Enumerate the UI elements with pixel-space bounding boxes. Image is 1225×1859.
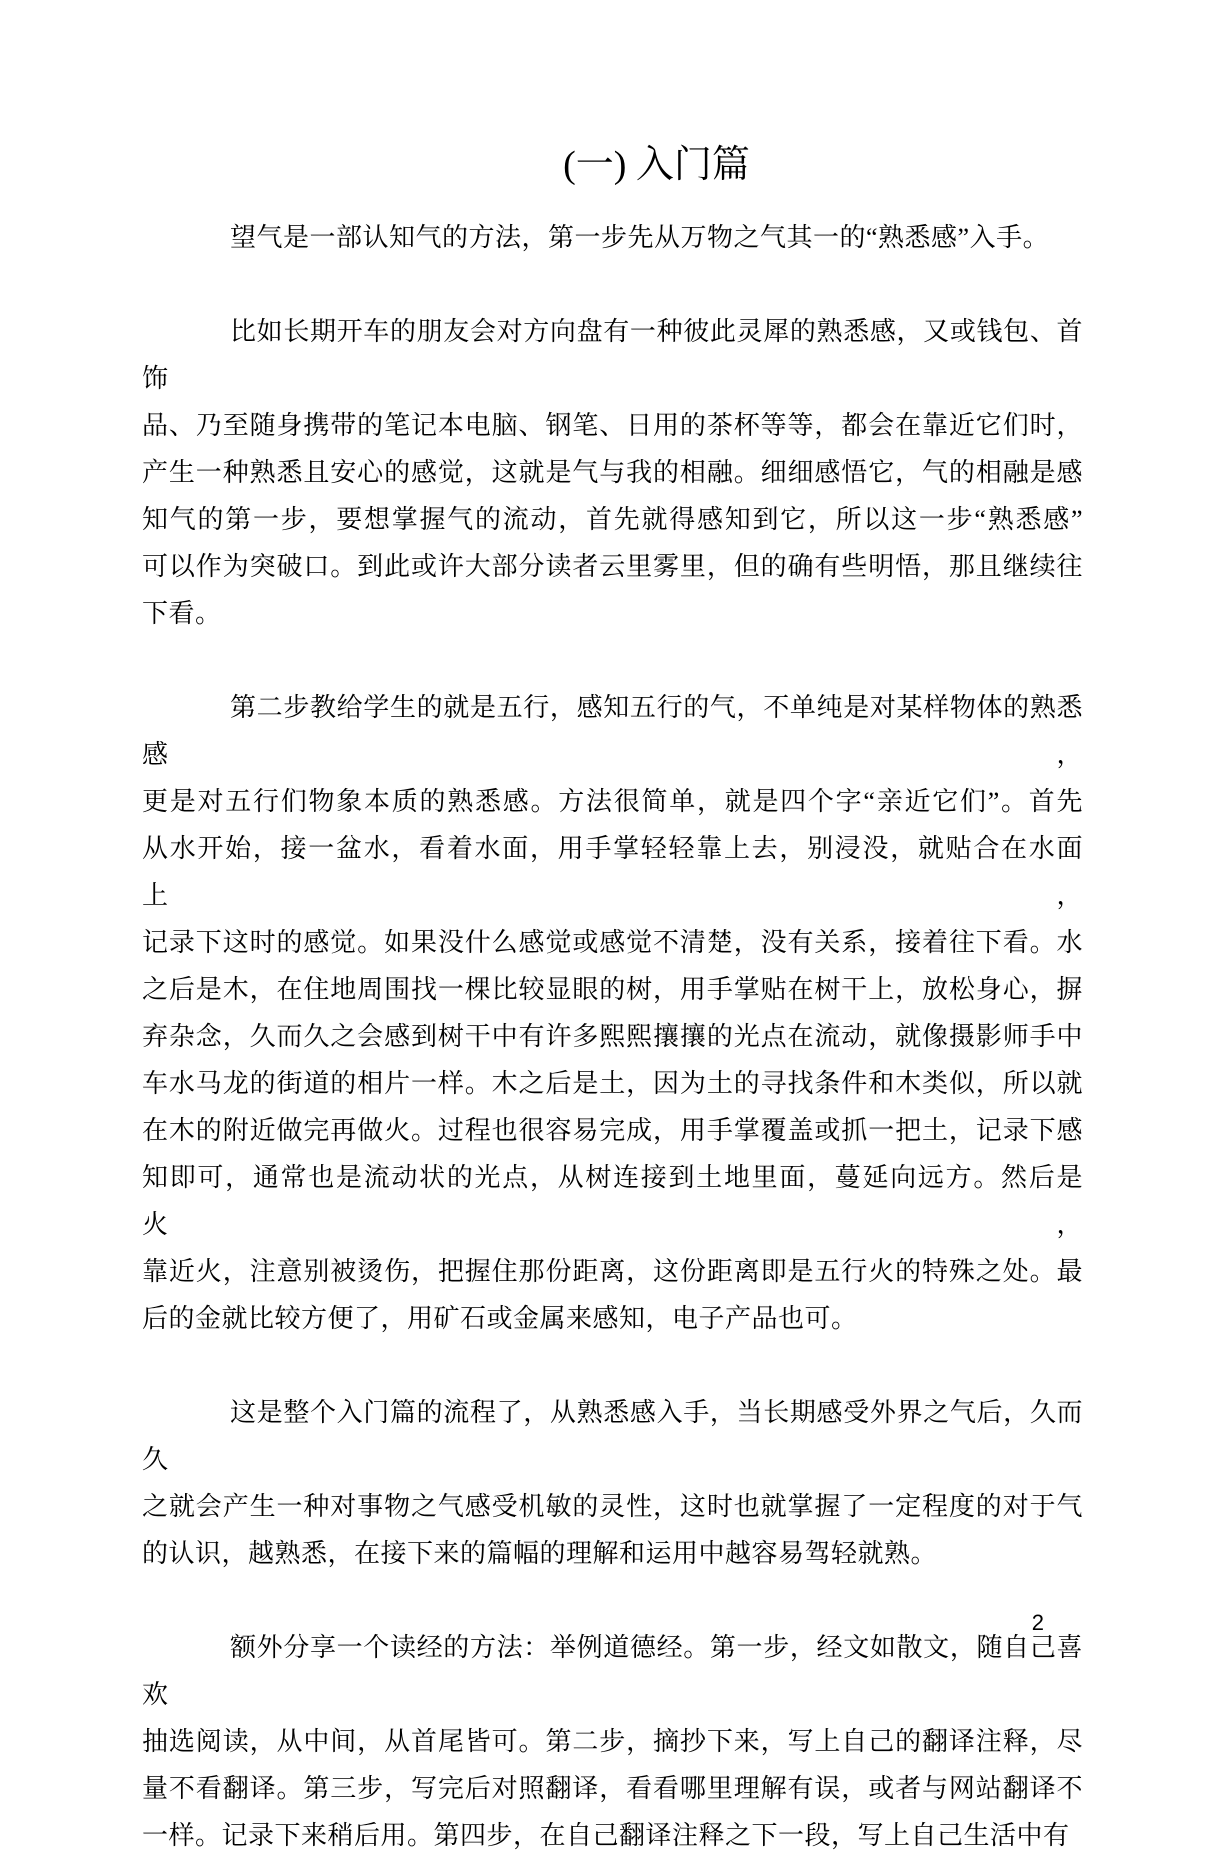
text-line: 量不看翻译。第三步，写完后对照翻译，看看哪里理解有误，或者与网站翻译不 [142,1774,1083,1803]
paragraph [142,1624,1083,1859]
text-line: 一样。记录下来稍后用。第四步，在自己翻译注释之下一段，写上自己生活中有 [142,1821,1070,1850]
paragraph [142,1389,1083,1577]
text-line: 知气的第一步，要想掌握气的流动，首先就得感知到它，所以这一步“熟悉感” [142,505,1083,534]
text-line: 望气是一部认知气的方法，第一步先从万物之气其一的“熟悉感”入手。 [230,223,1050,252]
page-number: 2 [1031,1610,1044,1635]
text-line: 可以作为突破口。到此或许大部分读者云里雾里，但的确有些明悟，那且继续往 [142,552,1083,581]
text-line: 之就会产生一种对事物之气感受机敏的灵性，这时也就掌握了一定程度的对于气 [142,1492,1083,1521]
paragraph [142,214,1083,261]
page-title: (一) 入门篇 [563,144,750,186]
text-line: 在木的附近做完再做火。过程也很容易完成，用手掌覆盖或抓一把土，记录下感 [142,1116,1083,1145]
text-line: 的认识，越熟悉，在接下来的篇幅的理解和运用中越容易驾轻就熟。 [142,1539,938,1568]
text-line: 抽选阅读，从中间，从首尾皆可。第二步，摘抄下来，写上自己的翻译注释，尽 [142,1727,1083,1756]
text-line: 品、乃至随身携带的笔记本电脑、钢笔、日用的茶杯等等，都会在靠近它们时， [142,411,1083,440]
text-line: 知即可，通常也是流动状的光点，从树连接到土地里面，蔓延向远方。然后是火， [142,1163,1083,1239]
text-line: 后的金就比较方便了，用矿石或金属来感知，电子产品也可。 [142,1304,858,1333]
text-line: 这是整个入门篇的流程了，从熟悉感入手，当长期感受外界之气后，久而久 [142,1398,1083,1474]
text-line: 从水开始，接一盆水，看着水面，用手掌轻轻靠上去，别浸没，就贴合在水面上， [142,834,1083,910]
paragraph [142,684,1083,1342]
text-line: 靠近火，注意别被烫伤，把握住那份距离，这份距离即是五行火的特殊之处。最 [142,1257,1083,1286]
document-content [142,140,1083,1859]
text-line: 额外分享一个读经的方法：举例道德经。第一步，经文如散文，随自己喜欢 [142,1633,1083,1709]
text-line: 第二步教给学生的就是五行，感知五行的气，不单纯是对某样物体的熟悉感， [142,693,1083,769]
text-line: 比如长期开车的朋友会对方向盘有一种彼此灵犀的熟悉感，又或钱包、首饰 [142,317,1083,393]
document-body [142,214,1083,1859]
text-line: 下看。 [142,599,222,628]
paragraph [142,308,1083,637]
text-line: 记录下这时的感觉。如果没什么感觉或感觉不清楚，没有关系，接着往下看。水 [142,928,1083,957]
text-line: 弃杂念，久而久之会感到树干中有许多熙熙攘攘的光点在流动，就像摄影师手中 [142,1022,1083,1051]
text-line: 更是对五行们物象本质的熟悉感。方法很简单，就是四个字“亲近它们”。首先 [142,787,1083,816]
text-line: 车水马龙的街道的相片一样。木之后是土，因为土的寻找条件和木类似，所以就 [142,1069,1083,1098]
text-line: 产生一种熟悉且安心的感觉，这就是气与我的相融。细细感悟它，气的相融是感 [142,458,1083,487]
text-line: 之后是木，在住地周围找一棵比较显眼的树，用手掌贴在树干上，放松身心，摒 [142,975,1083,1004]
